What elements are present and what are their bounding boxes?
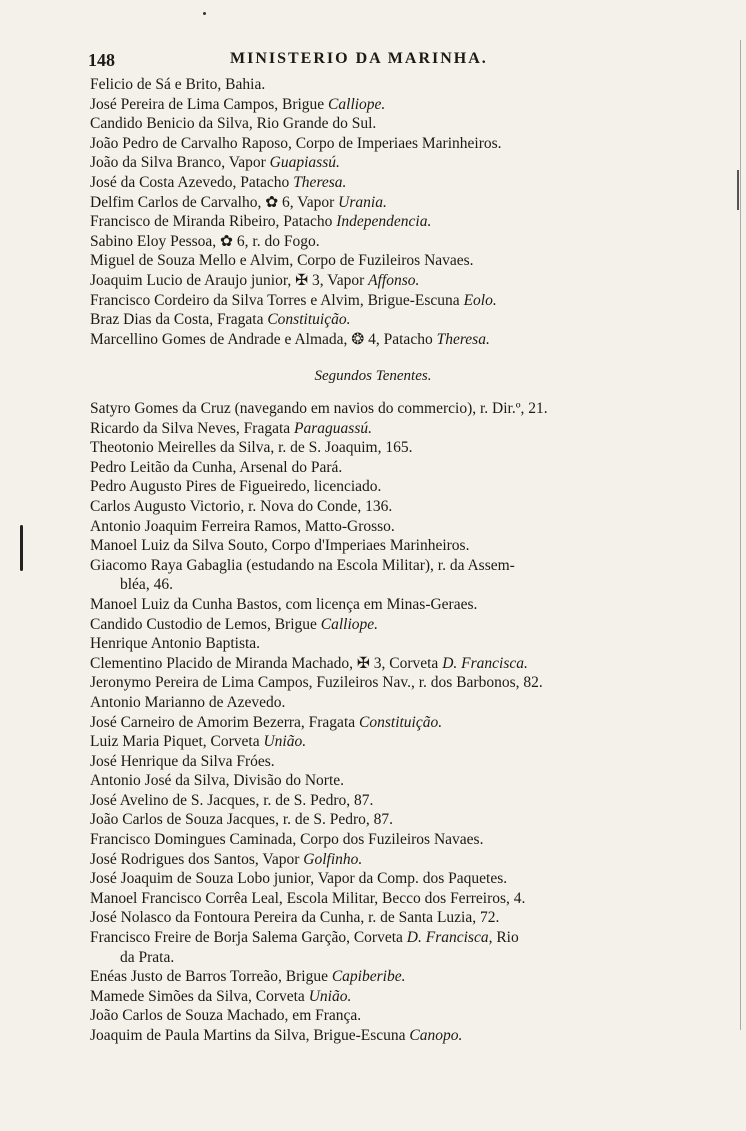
entry-text: Francisco Domingues Caminada, Corpo dos Fuzileiros Navaes.: [90, 831, 484, 849]
entry-text: Theotonio Meirelles da Silva, r. de S. Joaquim, 165.: [90, 439, 413, 457]
list-entry: [90, 419, 650, 439]
entry-text: João Pedro de Carvalho Raposo, Corpo de Imperiaes Marinheiros.: [90, 134, 502, 152]
entry-text: Marcellino Gomes de Andrade e Almada, ❂ 4, Patacho: [90, 330, 437, 348]
list-entry: [90, 212, 650, 232]
vessel-name: Independencia.: [336, 213, 432, 231]
vessel-name: Eolo.: [463, 291, 497, 309]
entry-text: João da Silva Branco, Vapor: [90, 154, 270, 172]
entry-text: Clementino Placido de Miranda Machado, ✠ 3, Corveta: [90, 654, 443, 672]
vessel-name: D. Francisca,: [406, 929, 493, 947]
list-entry: [90, 536, 650, 556]
list-entry: [90, 928, 650, 948]
entry-text: Sabino Eloy Pessoa, ✿ 6, r. do Fogo.: [90, 232, 320, 250]
entry-text: José Carneiro de Amorim Bezerra, Fragata: [90, 713, 360, 731]
entry-text: Giacomo Raya Gabaglia (estudando na Escola Militar), r. da Assem-: [90, 556, 515, 574]
entry-text: Miguel de Souza Mello e Alvim, Corpo de Fuzileiros Navaes.: [90, 252, 474, 270]
entry-text: Manoel Luiz da Cunha Bastos, com licença em Minas-Geraes.: [90, 595, 478, 613]
list-entry: [90, 497, 650, 517]
list-entry: [90, 713, 650, 733]
vessel-name: Constituição.: [359, 713, 443, 731]
entry-text: Joaquim Lucio de Araujo junior, ✠ 3, Vapor: [90, 271, 369, 289]
officer-list-segundos-tenentes: [90, 399, 650, 1046]
list-entry: [90, 193, 650, 213]
list-entry: [90, 869, 650, 889]
entry-text: José Rodrigues dos Santos, Vapor: [90, 850, 304, 868]
list-entry: [90, 830, 650, 850]
entry-text: João Carlos de Souza Machado, em França.: [90, 1007, 362, 1025]
vessel-name: União.: [308, 987, 352, 1005]
list-entry: [90, 517, 650, 537]
entry-text: José Nolasco da Fontoura Pereira da Cunha, r. de Santa Luzia, 72.: [90, 909, 500, 927]
vessel-name: Paraguassú.: [294, 419, 372, 437]
list-entry: [90, 1026, 650, 1046]
list-entry: [90, 771, 650, 791]
list-entry: [90, 399, 650, 419]
list-entry: [90, 95, 650, 115]
list-entry: [90, 438, 650, 458]
list-entry: [90, 114, 650, 134]
entry-text: Delfim Carlos de Carvalho, ✿ 6, Vapor: [90, 193, 339, 211]
entry-text: Luiz Maria Piquet, Corveta: [90, 733, 264, 751]
entry-text: João Carlos de Souza Jacques, r. de S. Pedro, 87.: [90, 811, 394, 829]
entry-text: José Pereira de Lima Campos, Brigue: [90, 95, 329, 113]
list-entry: [90, 271, 650, 291]
list-entry: [90, 477, 650, 497]
entry-text: Henrique Antonio Baptista.: [90, 635, 261, 653]
entry-text: Francisco Cordeiro da Silva Torres e Alvim, Brigue-Escuna: [90, 291, 464, 309]
entry-text: Manoel Francisco Corrêa Leal, Escola Militar, Becco dos Ferreiros, 4.: [90, 889, 526, 907]
list-entry: [90, 232, 650, 252]
margin-bracket: [20, 525, 23, 571]
vessel-name: Affonso.: [368, 271, 420, 289]
vessel-name: Theresa.: [436, 330, 490, 348]
entry-text: Jeronymo Pereira de Lima Campos, Fuzileiros Nav., r. dos Barbonos, 82.: [90, 674, 543, 692]
entry-text: José Henrique da Silva Fróes.: [90, 752, 275, 770]
list-entry: [90, 673, 650, 693]
list-entry: [90, 251, 650, 271]
entry-text: Pedro Augusto Pires de Figueiredo, licenciado.: [90, 478, 382, 496]
margin-mark: [737, 170, 739, 210]
entry-text: Antonio Marianno de Azevedo.: [90, 693, 286, 711]
list-entry: [90, 732, 650, 752]
list-entry: [90, 134, 650, 154]
list-entry: [90, 987, 650, 1007]
list-entry: [90, 967, 650, 987]
entry-text: Joaquim de Paula Martins da Silva, Brigue-Escuna: [90, 1027, 410, 1044]
entry-text: José Avelino de S. Jacques, r. de S. Pedro, 87.: [90, 791, 374, 809]
list-entry: [90, 634, 650, 654]
vessel-name: Constituição.: [267, 311, 351, 329]
list-entry: [90, 575, 650, 595]
entry-text: Braz Dias da Costa, Fragata: [90, 311, 268, 329]
vessel-name: Canopo.: [409, 1027, 463, 1044]
list-entry: [90, 752, 650, 772]
vessel-name: Calliope.: [328, 95, 386, 113]
running-title: MINISTERIO DA MARINHA.: [230, 50, 488, 67]
vessel-name: D. Francisca.: [442, 654, 528, 672]
entry-text: Enéas Justo de Barros Torreão, Brigue: [90, 968, 332, 986]
list-entry: [90, 75, 650, 95]
list-entry: [90, 330, 650, 350]
page-number: 148: [88, 50, 115, 70]
entry-text: José da Costa Azevedo, Patacho: [90, 173, 294, 191]
ink-dot: [203, 12, 206, 15]
vessel-name: Calliope.: [320, 615, 379, 633]
page-edge-rule: [740, 40, 741, 1030]
entry-suffix: Rio: [492, 929, 519, 947]
list-entry: [90, 850, 650, 870]
list-entry: [90, 173, 650, 193]
entry-text: Antonio Joaquim Ferreira Ramos, Matto-Grosso.: [90, 517, 395, 535]
entry-text: Carlos Augusto Victorio, r. Nova do Conde, 136.: [90, 497, 393, 515]
list-entry: [90, 810, 650, 830]
list-entry: [90, 908, 650, 928]
section-heading: Segundos Tenentes.: [314, 368, 432, 384]
entry-text: Antonio José da Silva, Divisão do Norte.: [90, 772, 345, 790]
list-entry: [90, 693, 650, 713]
list-entry: [90, 791, 650, 811]
list-entry: [90, 310, 650, 330]
entry-text: Francisco de Miranda Ribeiro, Patacho: [90, 213, 337, 231]
list-entry: [90, 889, 650, 909]
entry-text: Mamede Simões da Silva, Corveta: [90, 987, 309, 1005]
entry-text: Ricardo da Silva Neves, Fragata: [90, 419, 295, 437]
list-entry: [90, 458, 650, 478]
vessel-name: Golfinho.: [303, 850, 363, 868]
list-entry: [90, 291, 650, 311]
list-entry: [90, 948, 650, 968]
entry-text: Francisco Freire de Borja Salema Garção, Corveta: [90, 929, 407, 947]
list-entry: [90, 615, 650, 635]
entry-text: Pedro Leitão da Cunha, Arsenal do Pará.: [90, 458, 343, 476]
entry-text: Candido Benicio da Silva, Rio Grande do Sul.: [90, 115, 377, 133]
list-entry: [90, 595, 650, 615]
vessel-name: União.: [263, 733, 307, 751]
entry-text: José Joaquim de Souza Lobo junior, Vapor da Comp. dos Paquetes.: [90, 870, 508, 888]
list-entry: [90, 556, 650, 576]
page-header: [88, 50, 648, 74]
vessel-name: Capiberibe.: [331, 968, 406, 986]
vessel-name: Urania.: [338, 193, 387, 211]
list-entry: [90, 654, 650, 674]
entry-text: Manoel Luiz da Silva Souto, Corpo d'Imperiaes Marinheiros.: [90, 537, 470, 555]
list-entry: [90, 1006, 650, 1026]
vessel-name: Guapiassú.: [269, 154, 340, 172]
entry-text: Felicio de Sá e Brito, Bahia.: [90, 76, 266, 93]
vessel-name: Theresa.: [293, 173, 347, 191]
entry-text: bléa, 46.: [120, 576, 173, 594]
entry-text: Candido Custodio de Lemos, Brigue: [90, 615, 321, 633]
list-entry: [90, 153, 650, 173]
entry-text: Satyro Gomes da Cruz (navegando em navios do commercio), r. Dir.º, 21.: [90, 400, 548, 417]
entry-text: da Prata.: [120, 948, 175, 966]
officer-list-primeiros: [90, 75, 650, 349]
